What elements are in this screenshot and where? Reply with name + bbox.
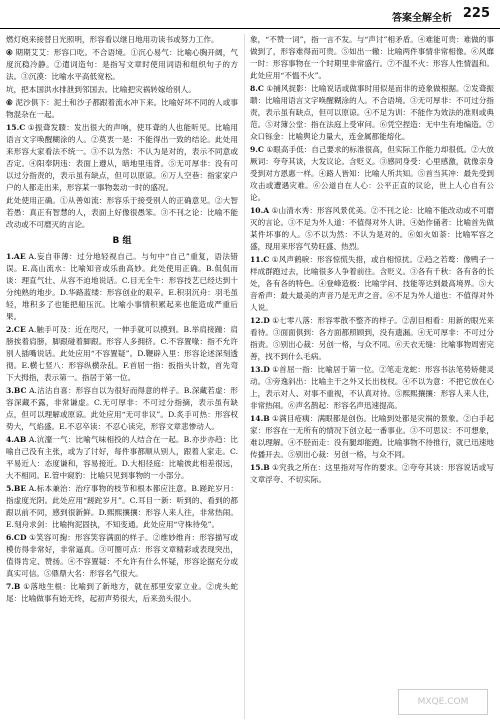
answer-item: 3.BC A.沽沽自喜：形容自以为很好而得意的样子。B.深藏若虚：形容深藏不露，非常谦虚。C.无可厚非：不可过分指摘，表示虽有缺点，但可以理解或原谅。此处应用“无可非议”。D.炙手可热：形容权势大，气焰盛。E.不忍卒读：不忍心读完，形容文章悲惨动人。 [6, 386, 238, 431]
column-divider [244, 34, 245, 719]
answer-item: 2.CE A.触手可及：近在咫尺，一伸手就可以摸到。B.举肩接踵：肩膀挨着肩膀，脚跟碰着脚跟。形容人多拥挤。C.不容置喙：指不允许别人插嘴说话。此处应用“不容置疑”。D.鞭辟入里：形容论述深刻透彻。E.横七竖八：形容纵横杂乱。F.首屈一指：扳指头计数，首先弯下大拇指，表示第一。指居于第一位。 [6, 325, 238, 382]
answer-item: 7.B ①落地生根：比喻到了新地方，就在那里安家立业。②虎头蛇尾：比喻做事有始无终，起初声势很大，后来劲头很小。 [6, 582, 238, 603]
right-column [250, 34, 494, 719]
answer-item: 13.D ①首屈一指：比喻居于第一位。②笔走龙蛇：形容书法笔势矫健灵动。③旁逸斜出：比喻主干之外又长出枝杈。④不以为意：不把它放在心上，表示对人、对事不重视，不认真对待。⑤熙熙攘攘：形容人来人往，非常热闹。⑥声名鹊起：形容名声迅速提高。 [250, 365, 494, 410]
answer-item: 5.BE A.标本兼治：治疗事物的枝节和根本都应注意。B.蹉跎岁月：指虚度光阴。此处应用“蹉跎岁月”。C.耳目一新：听到的、看到的都跟以前不同，感到很新鲜。D.熙熙攘攘：形容人来人往，非常热闹。E.刻舟求剑：比喻拘泥固执，不知变通。此处应用“守株待兔”。 [6, 484, 238, 529]
answer-item: 12.D ①七零八落：形容零散不整齐的样子。②刮目相看：用新的眼光来看待。③面面俱到：各方面都照顾到，没有遗漏。④无可厚非：不可过分指责。⑤别出心裁：另创一格，与众不同。⑥天衣无缝：比喻事物周密完善，找不到什么毛病。 [250, 316, 494, 361]
answer-item: 14.B ①满目疮痍：满眼都是创伤。比喻到处都是灾祸的景象。②白手起家：形容在一无所有的情况下创立起一番事业。③不可思议：不可想象，难以理解。④不胫而走：没有腿却能跑。比喻事物不待推行，就已迅速地传播开去。⑤别出心裁：另创一格，与众不同。 [250, 414, 494, 459]
section-title-b: B 组 [112, 236, 132, 246]
answer-item: 1.AE A.妄自菲薄：过分地轻视自己。与句中“自己”重复，语法错误。E.高山流水：比喻知音或乐曲高妙。此处使用正确。B.侃侃而谈：理直气壮、从容不迫地说话。C.目无全牛：形容技艺已经达到十分纯熟的地步。D.华路蓝缕：形容创业的艰辛。E.积羽沉舟：羽毛虽轻，堆积多了也能把船压沉。比喻小事情积累起来也能造成严重后果。 [6, 252, 238, 321]
watermark-logo: MXQE.COM [398, 689, 488, 715]
answer-item: 象，“不赞一词”，指一言不发。与“声讨”相矛盾。④难能可贵：难做的事做到了，形容难得而可贵。⑤如出一辙：比喻两件事情非常相像。⑥风靡一时：形容事物在一个时期里非常盛行。⑦不温不火：形容人性情温和。此处应用“不愠不火”。 [250, 35, 494, 80]
answer-paragraph: ⑥ 泥沙俱下：泥土和沙子都跟着流水冲下来。比喻好坏不同的人或事物混杂在一起。 [6, 98, 238, 119]
page-number: 225 [462, 6, 490, 21]
left-column [6, 34, 238, 719]
answer-paragraph: 此处使用正确。①从善如流：形容乐于接受别人的正确意见。②大智若愚：真正有智慧的人，表面上好像很愚笨。③不刊之论：比喻不能改动或不可磨灭的言论。 [6, 196, 238, 229]
answer-item: 15.B ①究我之所在：这里指对写作的要求。②夸夸其谈：形容说话或写文章浮夸、不切实际。 [250, 463, 494, 484]
answer-item: 8.C ①捕风捉影：比喻说话或做事时用似是而非的迹象做根据。②发聋振聩：比喻用语言文字唤醒糊涂的人。不合语境。③无可厚非：不可过分指责，表示虽有缺点，但可以原谅。④不足为训：不能作为效法的准则或典范。⑤对簿公堂：指在法庭上受审问。⑥凭空捏造：无中生有地编造。⑦众口铄金：比喻舆论力量大，连金属都能熔化。 [250, 84, 494, 141]
answer-item: 4.AB A.沆瀣一气：比喻气味相投的人结合在一起。B.亦步亦趋：比喻自己没有主张，或为了讨好，每件事都顺从别人，跟着人家走。C.平易近人：态度谦和，容易接近。D.大相径庭：比喻彼此相差很远，大不相同。E.管中窥豹：比喻只见到事物的一小部分。 [6, 435, 238, 480]
answer-paragraph: 15.C ①振聋发聩：发出很大的声响，使耳聋的人也能听见。比喻用语言文字唤醒糊涂的人。②莫衷一是：不能得出一致的结论。此处用来形容大家看法不统一。③不以为然：不认为是对的，表示不同意或否定。④阳奉阴违：表面上遵从，暗地里违背。⑤无可厚非：没有可以过分指责的，表示虽有缺点，但可以原谅。⑥万人空巷：指家家户户的人都走出来，形容某一事物轰动一时的盛况。 [6, 123, 238, 192]
answer-item: 11.C ①风声鹤唳：形容惊慌失措，或自相惊扰。②趋之若鹜：像鸭子一样成群跑过去，比喻很多人争着前往。含贬义。③各有千秋：各有各的长处，各有各的特色。④登峰造极：比喻学问、技能等达到最高境界。⑤大音希声：最大最美的声音乃是无声之音。⑥不足为外人道也：不值得对外人说。 [250, 255, 494, 312]
answer-item: 9.C ①眼高手低：自己要求的标准很高，但实际工作能力却很低。②大放厥词：夸夸其谈，大发议论。含贬义。③感同身受：心里感激，就像亲身受到对方恩惠一样。④路人皆知：比喻人所共知。⑤首当其冲：最先受到攻击或遭遇灾难。⑥公道自在人心：公平正直的议论，世上人心自有公论。 [250, 145, 494, 202]
answer-paragraph: 坑，把本国洪水排泄到邻国去。比喻把灾祸转嫁给别人。 [6, 85, 196, 94]
answer-paragraph: 燃灯炮来接替日光照明，形容看以继日地用功读书或努力工作。 [6, 35, 219, 44]
answer-item: 6.CD ①笑容可掬：形容笑容满面的样子。②维妙维肖：形容描写或模仿得非常好，非常逼真。③可圈可点：形容文章精彩或表现突出，值得肯定、赞扬。④不容置疑：不允许有什么怀疑，形容论据充分或真实可信。⑤鼎鼎大名：形容名气很大。 [6, 533, 238, 578]
answer-paragraph: ④ 期期艾艾：形容口吃。不合语境。①沉心易气：比喻心胸开阔，气度沉稳冷静。②遣词造句：是指写文章时使用词语和组织句子的方法。③沉漠：比喻水平高低宽松。 [6, 48, 238, 81]
page-header [0, 0, 500, 29]
header-section-label: 答案全解全析 [392, 13, 452, 24]
answer-item: 10.A ①山清水秀：形容风景优美。②不刊之论：比喻不能改动或不可磨灭的言论。③不足为外人道：不值得对外人讲。④始作俑者：比喻首先做某件坏事的人。⑤不以为然：不认为是对的。⑥如火如荼：比喻军容之盛，现用来形容气势旺盛、热烈。 [250, 206, 494, 251]
